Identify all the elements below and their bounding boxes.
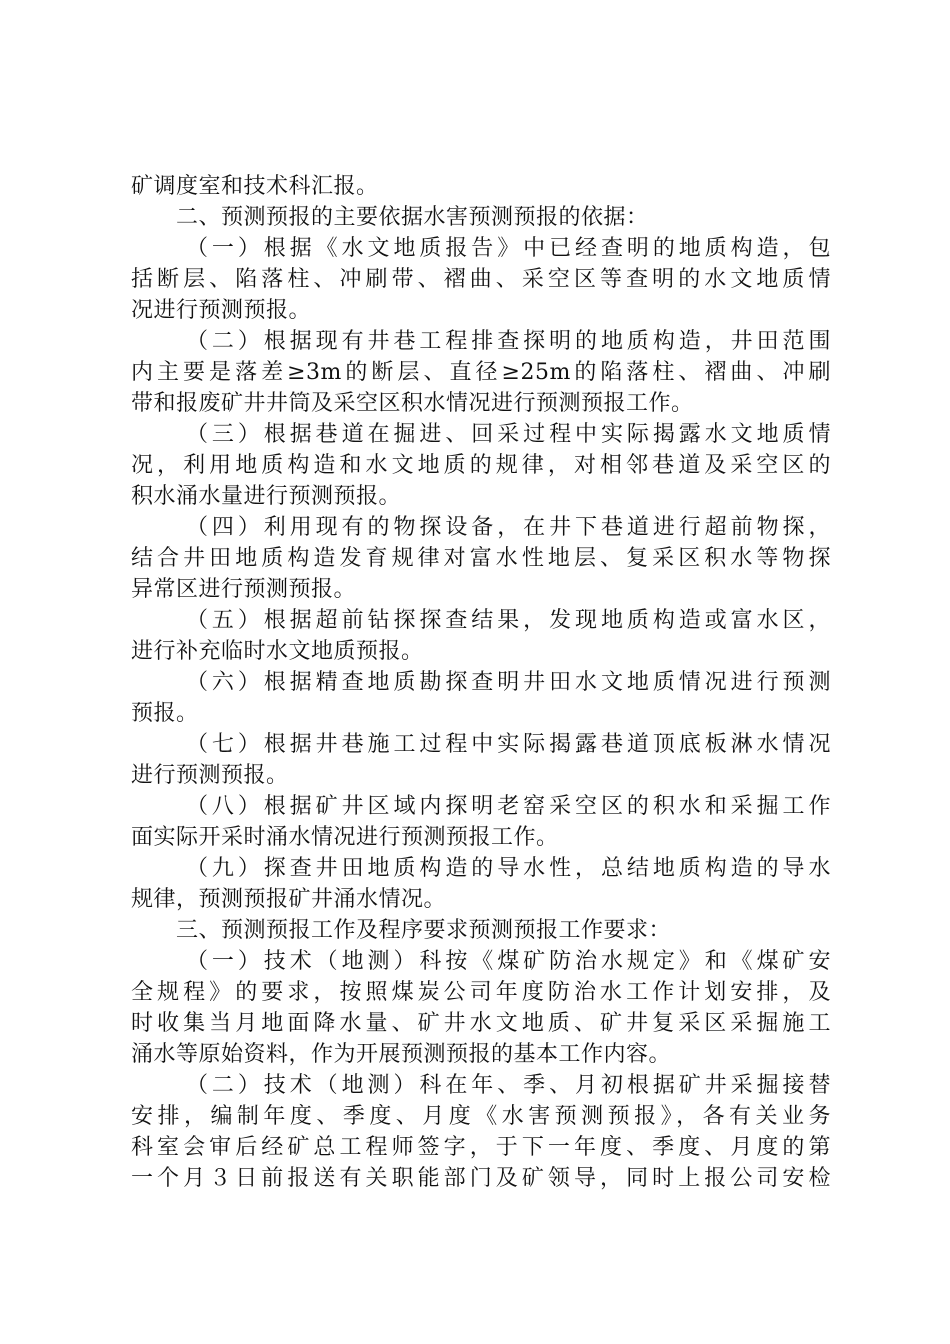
- text-line: 进行预测预报。: [131, 763, 289, 788]
- document-body: [131, 171, 831, 1194]
- text-line: （一）技术（地测）科按《煤矿防治水规定》和《煤矿安: [186, 949, 831, 974]
- text-line: 进行补充临时水文地质预报。: [131, 639, 424, 664]
- text-line: （三）根据巷道在掘进、回采过程中实际揭露水文地质情: [186, 422, 831, 447]
- text-line: （八）根据矿井区域内探明老窑采空区的积水和采掘工作: [186, 794, 831, 819]
- text-line: （四）利用现有的物探设备，在井下巷道进行超前物探，: [186, 515, 831, 540]
- text-line: 科室会审后经矿总工程师签字，于下一年度、季度、月度的第: [131, 1135, 831, 1160]
- text-line: 异常区进行预测预报。: [131, 577, 357, 602]
- text-line: 规律，预测预报矿井涌水情况。: [131, 887, 447, 912]
- text-line: （六）根据精查地质勘探查明井田水文地质情况进行预测: [186, 670, 831, 695]
- text-line: 况，利用地质构造和水文地质的规律，对相邻巷道及采空区的: [131, 453, 831, 478]
- text-line: 时收集当月地面降水量、矿井水文地质、矿井复采区采掘施工: [131, 1011, 831, 1036]
- text-line: （一）根据《水文地质报告》中已经查明的地质构造，包: [186, 236, 831, 261]
- text-line: 安排，编制年度、季度、月度《水害预测预报》，各有关业务: [131, 1104, 831, 1129]
- text-line: 括断层、陷落柱、冲刷带、褶曲、采空区等查明的水文地质情: [131, 267, 831, 292]
- text-line: （九）探查井田地质构造的导水性，总结地质构造的导水: [186, 856, 831, 881]
- text-line: （五）根据超前钻探探查结果，发现地质构造或富水区，: [186, 608, 831, 633]
- text-line: 矿调度室和技术科汇报。: [131, 174, 379, 199]
- text-line: 结合井田地质构造发育规律对富水性地层、复采区积水等物探: [131, 546, 831, 571]
- text-line: 况进行预测预报。: [131, 298, 312, 323]
- text-line: 全规程》的要求，按照煤炭公司年度防治水工作计划安排，及: [131, 980, 831, 1005]
- text-line: （七）根据井巷施工过程中实际揭露巷道顶底板淋水情况: [186, 732, 831, 757]
- text-line: 带和报废矿井井筒及采空区积水情况进行预测预报工作。: [131, 391, 694, 416]
- text-line: 二、预测预报的主要依据水害预测预报的依据：: [176, 205, 649, 230]
- text-line: 涌水等原始资料，作为开展预测预报的基本工作内容。: [131, 1042, 672, 1067]
- text-line: 预报。: [131, 701, 199, 726]
- text-line: 内主要是落差≥3m的断层、直径≥25m的陷落柱、褶曲、冲刷: [131, 360, 831, 385]
- text-line: 一个月３日前报送有关职能部门及矿领导，同时上报公司安检: [131, 1166, 831, 1191]
- text-line: 积水涌水量进行预测预报。: [131, 484, 402, 509]
- text-line: 三、预测预报工作及程序要求预测预报工作要求：: [176, 918, 672, 943]
- text-line: （二）根据现有井巷工程排查探明的地质构造，井田范围: [186, 329, 831, 354]
- text-line: 面实际开采时涌水情况进行预测预报工作。: [131, 825, 559, 850]
- text-line: （二）技术（地测）科在年、季、月初根据矿井采掘接替: [186, 1073, 831, 1098]
